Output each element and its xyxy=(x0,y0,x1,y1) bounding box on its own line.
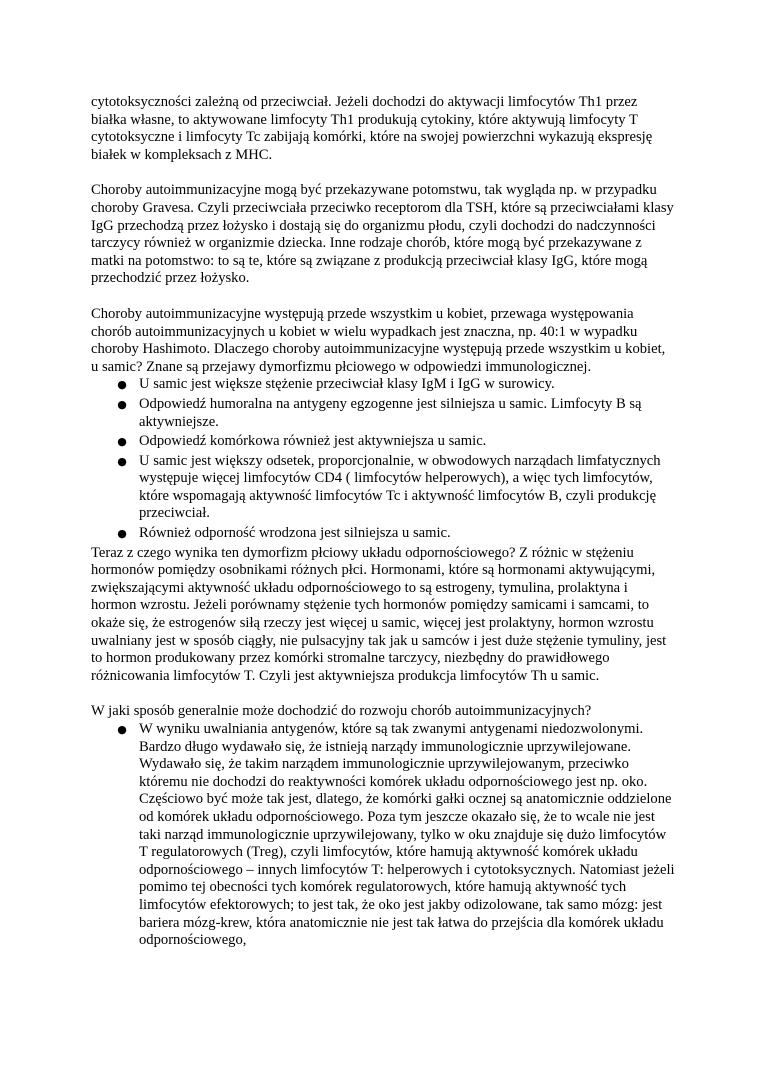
list-item xyxy=(91,376,676,394)
paragraph-5: W jaki sposób generalnie może dochodzić do rozwoju chorób autoimmunizacyjnych? xyxy=(91,703,592,720)
list-item-text: W wyniku uwalniania antygenów, które są tak zwanymi antygenami niedozwolonymi. Bardzo długo wydawało się, że istnieją narządy immunologicznie uprzywilejowane. Wydawało się, że takim narządem immunologicznie uprzywilejowanym, przeciwko któremu nie dochodzi do reaktywności komórek układu odpornościowego jest np. oko. Częściowo być może tak jest, dlatego, że komórki gałki ocznej są anatomicznie oddzielone od komórek układu odpornościowego. Poza tym jeszcze okazało się, że to wcale nie jest taki narząd immunologicznie uprzywilejowany, tylko w oku znajduje się dużo limfocytów T regulatorowych (Treg), czyli limfocytów, które hamują aktywność komórek układu odpornościowego – innych limfocytów T: helperowych i cytotoksycznych. Natomiast jeżeli pomimo tej obecności tych komórek regulatorowych, które hamują aktywność tych limfocytów efektorowych; to jest tak, że oko jest jakby odizolowane, tak samo mózg: jest bariera mózg-krew, która anatomicznie nie jest tak łatwa do przejścia dla komórek układu odpornościowego, xyxy=(139,721,675,949)
paragraph-gap xyxy=(91,164,676,182)
list-item-text: U samic jest większy odsetek, proporcjonalnie, w obwodowych narządach limfatycznych występuje więcej limfocytów CD4 ( limfocytów helperowych), a więc tych limfocytów, które wspomagają aktywność limfocytów Tc i aktywność limfocytów B, czyli produkcję przeciwciał. xyxy=(139,452,661,522)
paragraph-2: Choroby autoimmunizacyjne mogą być przekazywane potomstwu, tak wygląda np. w przypadku choroby Gravesa. Czyli przeciwciała przeciwko receptorom dla TSH, które są przeciwciałami klasy IgG przechodzą przez łożysko i dostają się do organizmu płodu, czyli dochodzi do nadczynności tarczycy również w organizmie dziecka. Inne rodzaje chorób, które mogą być przekazywane z matki na potomstwo: to są te, które są związane z produkcją przeciwciał klasy IgG, które mogą przechodzić przez łożysko. xyxy=(91,182,674,287)
list-item-text: Odpowiedź komórkowa również jest aktywniejsza u samic. xyxy=(139,433,487,450)
paragraph-3: Choroby autoimmunizacyjne występują przede wszystkim u kobiet, przewaga występowania chorób autoimmunizacyjnych u kobiet w wielu wypadkach jest znaczna, np. 40:1 w wypadku choroby Hashimoto. Dlaczego choroby autoimmunizacyjne występują przede wszystkim u kobiet, u samic? Znane są przejawy dymorfizmu płciowego w odpowiedzi immunologicznej. xyxy=(91,305,666,375)
bullet-icon: ● xyxy=(117,378,127,392)
list-item xyxy=(91,433,676,451)
bullet-icon: ● xyxy=(117,454,127,468)
list-item xyxy=(91,453,676,523)
bullet-icon: ● xyxy=(117,723,127,736)
paragraph-1: cytotoksyczności zależną od przeciwciał. Jeżeli dochodzi do aktywacji limfocytów Th1 przez białka własne, to aktywowane limfocyty Th1 produkują cytokiny, które aktywują limfocyty T cytotoksyczne i limfocyty Tc zabijają komórki, które na swojej powierzchni wykazują ekspresję białek w kompleksach z MHC. xyxy=(91,94,653,163)
paragraph-4: Teraz z czego wynika ten dymorfizm płciowy układu odpornościowego? Z różnic w stężeniu hormonów pomiędzy osobnikami różnych płci. Hormonami, które są hormonami aktywującymi, zwiększającymi aktywność układu odpornościowego to są estrogeny, tymulina, prolaktyna i hormon wzrostu. Jeżeli porównamy stężenie tych hormonów pomiędzy samicami i samcami, to okaże się, że estrogenów siłą rzeczy jest więcej u samic, więcej jest prolaktyny, hormon wzrostu uwalniany jest w sposób ciągły, nie pulsacyjny tak jak u samców i jest duże stężenie tymuliny, jest to hormon produkowany przez komórki stromalne tarczycy, niezbędny do prawidłowego różnicowania limfocytów T. Czyli jest aktywniejsza produkcja limfocytów Th u samic. xyxy=(91,544,667,684)
list-item-text: U samic jest większe stężenie przeciwciał klasy IgM i IgG w surowicy. xyxy=(139,376,555,393)
bullet-icon: ● xyxy=(117,527,127,541)
list-item xyxy=(91,721,676,950)
paragraph-gap xyxy=(91,685,676,703)
paragraph-gap xyxy=(91,288,676,306)
bullet-icon: ● xyxy=(117,435,127,449)
bullet-list-mechanisms xyxy=(91,721,676,950)
bullet-icon: ● xyxy=(117,397,127,411)
list-item-text: Również odporność wrodzona jest silniejsza u samic. xyxy=(139,525,451,542)
list-item xyxy=(91,525,676,543)
list-item-text: Odpowiedź humoralna na antygeny egzogenne jest silniejsza u samic. Limfocyty B są aktywniejsze. xyxy=(139,395,642,430)
bullet-list-dimorphism xyxy=(91,376,676,542)
document-body xyxy=(91,94,676,952)
list-item xyxy=(91,396,676,431)
